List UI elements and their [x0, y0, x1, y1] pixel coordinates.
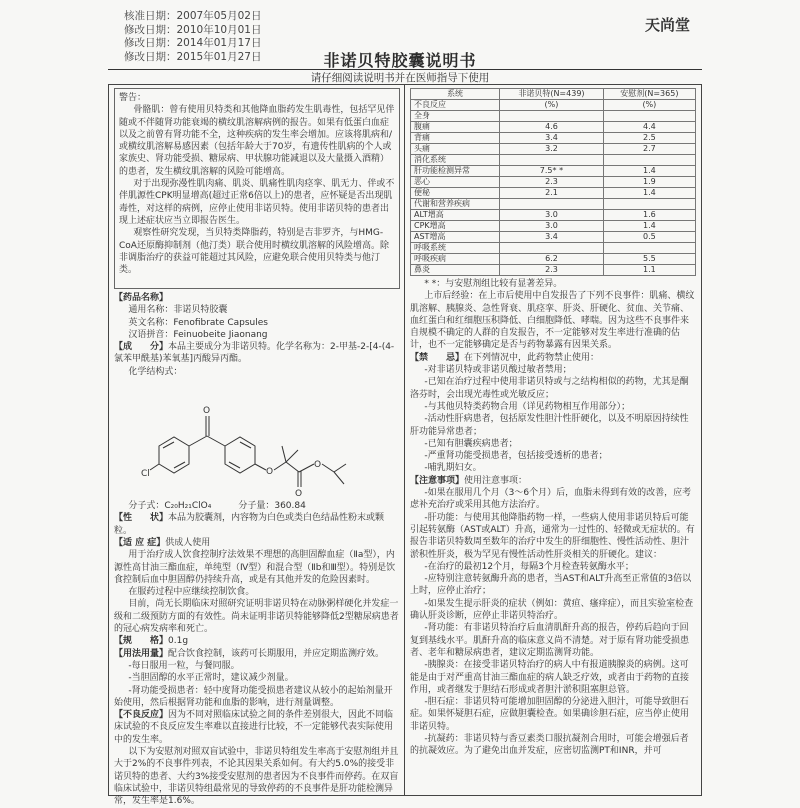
table-row [411, 122, 696, 133]
table-cell: 3.4 [500, 232, 604, 243]
notes-item: -肝功能：与使用其他降脂药物一样，一些病人使用非诺贝特后可能引起转氨酶（AST或ALT）升高，通常为一过性的、轻微或无症状的。有报告非诺贝特数周至数年的治疗中发生的肝细胞性、慢性活动性、胆汁淤积性肝炎，极为罕见有慢性活动性肝炎相关的肝硬化。建议： [410, 512, 695, 560]
table-cell: 2.3 [500, 177, 604, 188]
notes-lead: 使用注意事项： [464, 475, 528, 486]
contra-item: -哺乳期妇女。 [424, 463, 482, 474]
table-row [411, 199, 696, 210]
indication-paragraph: 在服药过程中应继续控制饮食。 [128, 587, 255, 598]
table-header-row [411, 89, 696, 100]
table-cell: 背痛 [411, 133, 500, 144]
table-cell: ALT增高 [411, 210, 500, 221]
table-cell: 2.7 [603, 144, 695, 155]
table-cell [500, 111, 604, 122]
table-cell: 0.5 [603, 232, 695, 243]
date-line: 核准日期：2007年05月02日 [124, 10, 262, 22]
table-cell: 3.0 [500, 210, 604, 221]
warning-paragraph: 骨骼肌：曾有使用贝特类和其他降血脂药发生肌毒性，包括罕见伴随或不伴随肾功能衰竭的横纹肌溶解病例的报告。如果有低蛋白血症以及之前曾有肾功能不全，这种疾病的发生率会增加。应该将肌病和/或横纹肌溶解易感因素（包括年龄大于70岁，有遗传性肌病的个人或家族史、肾功能受损、糖尿病、甲状腺功能减退以及大量摄入酒精）的患者，发生横纹肌溶解的风险可能增高。 [119, 105, 395, 177]
date-line: 修改日期：2010年10月01日 [124, 23, 262, 36]
left-column [114, 88, 400, 807]
table-header-cell: 安慰剂(N=365) [603, 89, 695, 100]
table-cell: 代谢和营养疾病 [411, 199, 500, 210]
warning-title: 警告： [119, 93, 147, 103]
table-cell: 2.5 [603, 133, 695, 144]
table-row [411, 265, 696, 276]
table-unit-row [411, 100, 696, 111]
table-cell [500, 243, 604, 254]
table-row [411, 111, 696, 122]
table-cell: 1.4 [603, 221, 695, 232]
structure-label: 化学结构式： [128, 366, 183, 377]
table-cell: 4.6 [500, 122, 604, 133]
table-cell [603, 243, 695, 254]
table-cell: 1.9 [603, 177, 695, 188]
carbonyl-oxygen-label: O [203, 406, 211, 417]
table-cell: 6.2 [500, 254, 604, 265]
table-cell: 不良反应 [411, 100, 500, 111]
composition-text: 本品主要成分为非诺贝特。化学名称为：2-甲基-2-[4-(4-氯苯甲酰基)苯氧基]丙酸异丙酯。 [114, 342, 395, 365]
table-cell: 7.5* * [500, 166, 604, 177]
notes-item: -如果在服用几个月（3～6个月）后，血脂未得到有效的改善，应考虑补充治疗或采用其他方法治疗。 [410, 488, 692, 511]
table-cell: 消化系统 [411, 155, 500, 166]
table-cell: 便秘 [411, 188, 500, 199]
notes-item: -胰腺炎：在接受非诺贝特治疗的病人中有报道胰腺炎的病例。这可能是由于对严重高甘油三酯血症的病人缺乏疗效，或者由于药物的直接作用，或者继发于胆结石形成或者胆汁淤积阻塞胆总管。 [410, 660, 690, 695]
table-cell: 2.1 [500, 188, 604, 199]
table-cell: 1.6 [603, 210, 695, 221]
table-cell [603, 199, 695, 210]
table-row [411, 144, 696, 155]
ether-oxygen-label: O [266, 467, 274, 478]
contra-item: -已知有胆囊疾病患者； [424, 438, 518, 449]
section-heading-usage: 【用法用量】 [114, 648, 169, 659]
table-cell: 3.4 [500, 133, 604, 144]
section-heading-drug-name: 【药品名称】 [114, 293, 169, 303]
table-row [411, 221, 696, 232]
notes-item: -如果发生提示肝炎的症状（例如：黄疸、瘙痒症），而且实验室检查确认肝炎诊断，应停止非诺贝特治疗。 [410, 598, 694, 622]
postmarket-paragraph: 上市后经验：在上市后使用中自发报告了下列不良事件：肌痛、横纹肌溶解、胰腺炎、急性肾衰、肌痉挛、肝炎、肝硬化、贫血、关节痛、血红蛋白和红细胞压积降低、白细胞降低、哮喘。因为这些不良事件来自规模不确定的人群的自发报告，不一定能够对发生率进行准确的估计，也不一定能够确定是否与药物暴露有因果关系。 [410, 291, 695, 351]
contra-item: -与其他贝特类药物合用（详见药物相互作用部分）； [424, 401, 631, 412]
section-heading-indication: 【适 应 症】 [114, 537, 166, 548]
section-heading-adverse-reactions: 【不良反应】 [114, 710, 169, 721]
warning-box [114, 88, 400, 289]
table-cell: 腹痛 [411, 122, 500, 133]
warning-paragraph: 观察性研究发现，当贝特类降脂药，特别是吉非罗齐，与HMG-CoA还原酶抑制剂（他汀类）联合使用时横纹肌溶解的风险增高。除非调脂治疗的获益可能超过其风险，应避免联合使用贝特类与他汀类。 [119, 228, 389, 276]
table-row [411, 133, 696, 144]
ae-paragraph: 因为不同对照临床试验之间的条件差别很大，因此不同临床试验的不良反应发生率难以直接进行比较，不一定能够代表实际使用中的发生率。 [114, 710, 394, 745]
indication-lead: 供成人使用 [165, 537, 211, 548]
column-divider [404, 84, 405, 796]
table-row [411, 254, 696, 265]
contra-item: -对非诺贝特或非诺贝酸过敏者禁用； [424, 365, 572, 376]
notes-item: -抗凝药：非诺贝特与香豆素类口服抗凝剂合用时，可能会增强后者的抗凝效应。为了避免出血并发症，应密切监测PT和INR，并可 [410, 733, 689, 757]
fenofibrate-structure-svg [114, 380, 400, 498]
table-row [411, 232, 696, 243]
molecular-formula: 分子式：C₂₀H₂₁ClO₄ 分子量：360.84 [128, 501, 306, 512]
notes-item: -应特别注意转氨酶升高的患者，当AST和ALT升高至正常值的3倍以上时，应停止治疗； [410, 574, 692, 597]
table-cell: 全身 [411, 111, 500, 122]
pinyin-name: 汉语拼音：Feinuobeite Jiaonang [128, 329, 268, 340]
table-cell: 1.4 [603, 188, 695, 199]
table-cell: 3.0 [500, 221, 604, 232]
chemical-structure-diagram [114, 380, 400, 498]
table-cell [500, 155, 604, 166]
table-cell [603, 111, 695, 122]
notes-item: -胆石症：非诺贝特可能增加胆固醇的分泌进入胆汁，可能导致胆石症。如果怀疑胆石症，应做胆囊检查。如果确诊胆石症，应当停止使用非诺贝特。 [410, 697, 690, 732]
warning-paragraph: 对于出现弥漫性肌肉痛、肌炎、肌痛性肌肉痉挛、肌无力、伴或不伴肌源性CPK明显增高(超过正常6倍以上)的患者，应怀疑是否出现肌毒性，对这样的病例，应停止使用非诺贝特。使用非诺贝特的患者出现上述症状应当立即报告医生。 [119, 179, 395, 226]
table-cell: 鼻炎 [411, 265, 500, 276]
date-line: 修改日期：2015年01月27日 [124, 50, 262, 63]
document-title: 非诺贝特胶囊说明书 [323, 51, 477, 70]
adverse-events-table [410, 88, 696, 276]
contra-item: -已知在治疗过程中使用非诺贝特或与之结构相似的药物，尤其是酮洛芬时，会出现光毒性或光敏反应； [410, 377, 689, 400]
section-heading-precautions: 【注意事项】 [410, 475, 465, 486]
table-cell: (%) [603, 100, 695, 111]
contra-lead: 在下列情况中，此药物禁止使用： [464, 352, 600, 363]
usage-text: 配合饮食控制，该药可长期服用，并应定期监测疗效。 [168, 648, 385, 659]
table-cell: 4.4 [603, 122, 695, 133]
usage-item: -肾功能受损患者：轻中度肾功能受损患者建议从较小的起始剂量开始使用，然后根据肾功能和血脂的影响，进行剂量调整。 [114, 685, 393, 708]
table-cell: AST增高 [411, 232, 500, 243]
table-cell: 3.2 [500, 144, 604, 155]
character-text: 本品为胶囊剂，内容物为白色或类白色结晶性粉末或颗粒。 [114, 513, 385, 536]
notes-item: -肾功能：有非诺贝特治疗后血清肌酐升高的报告，停药后趋向于回复到基线水平。肌酐升高的临床意义尚不清楚。对于原有肾功能受损患者、老年和糖尿病患者，建议定期监测肾功能。 [410, 623, 690, 658]
section-heading-composition: 【成 分】 [114, 342, 169, 353]
table-row [411, 210, 696, 221]
spec-text: 0.1g [168, 636, 189, 647]
ester-oxygen-label: O [314, 460, 322, 471]
table-cell: 1.1 [603, 265, 695, 276]
section-heading-contraindications: 【禁 忌】 [410, 352, 465, 363]
document-subtitle: 请仔细阅读说明书并在医师指导下使用 [310, 72, 490, 84]
generic-name: 通用名称：非诺贝特胶囊 [128, 305, 228, 316]
table-cell: 肝功能检测异常 [411, 166, 500, 177]
section-heading-character: 【性 状】 [114, 513, 169, 524]
table-cell: 1.4 [603, 166, 695, 177]
section-heading-spec: 【规 格】 [114, 636, 169, 647]
indication-paragraph: 目前，尚无长期临床对照研究证明非诺贝特在动脉粥样硬化并发症一级和二级预防方面的有效性。尚未证明非诺贝特能够降低2型糖尿病患者的冠心病发病率和死亡。 [114, 599, 399, 635]
table-cell: 呼吸系统 [411, 243, 500, 254]
table-cell: 2.3 [500, 265, 604, 276]
table-cell [603, 155, 695, 166]
table-header-cell: 非诺贝特(N=439) [500, 89, 604, 100]
contra-item: -严重肾功能受损患者，包括接受透析的患者； [424, 451, 608, 462]
table-cell [500, 199, 604, 210]
indication-paragraph: 用于治疗成人饮食控制疗法效果不理想的高胆固醇血症（Ⅱa型），内源性高甘油三酯血症，单纯型（Ⅳ型）和混合型（Ⅱb和Ⅲ型）。特别是饮食控制后血中胆固醇仍持续升高，或是有其他并发的危险因素时。 [114, 550, 396, 585]
table-cell: (%) [500, 100, 604, 111]
table-cell: 5.5 [603, 254, 695, 265]
table-row [411, 177, 696, 188]
table-row [411, 188, 696, 199]
notes-item: -在治疗的最初12个月，每隔3个月检查转氨酶水平； [424, 561, 634, 572]
table-header-cell: 系统 [411, 89, 500, 100]
usage-item: -当胆固醇的水平正常时，建议减少剂量。 [128, 673, 294, 684]
right-column [410, 88, 696, 790]
table-cell: CPK增高 [411, 221, 500, 232]
contra-item: -活动性肝病患者，包括原发性胆汁性肝硬化，以及不明原因持续性肝功能异常患者； [410, 414, 689, 437]
ae-paragraph: 以下为安慰剂对照双盲试验中，非诺贝特组发生率高于安慰剂组并且大于2%的不良事件列表，不论其因果关系如何。有大约5.0%的接受非诺贝特的患者、大约3%接受安慰剂的患者因为不良事件而停药。在双盲临床试验中，非诺贝特组最常见的导致停药的不良事件是肝功能检测异常，发生率是1.6%。 [114, 747, 399, 807]
usage-item: -每日服用一粒，与餐同服。 [128, 660, 240, 671]
date-line: 修改日期：2014年01月17日 [124, 37, 262, 49]
table-row [411, 155, 696, 166]
table-cell: 恶心 [411, 177, 500, 188]
table-cell: 头痛 [411, 144, 500, 155]
table-row [411, 243, 696, 254]
table-row [411, 166, 696, 177]
brand-logo: 天尚堂 [645, 16, 691, 34]
table-footnote: * *：与安慰剂组比较有显著差异。 [424, 279, 563, 289]
ester-carbonyl-oxygen-label: O [295, 489, 303, 500]
chlorine-label: Cl [141, 469, 150, 480]
english-name: 英文名称：Fenofibrate Capsules [128, 317, 268, 328]
table-cell: 呼吸疾病 [411, 254, 500, 265]
